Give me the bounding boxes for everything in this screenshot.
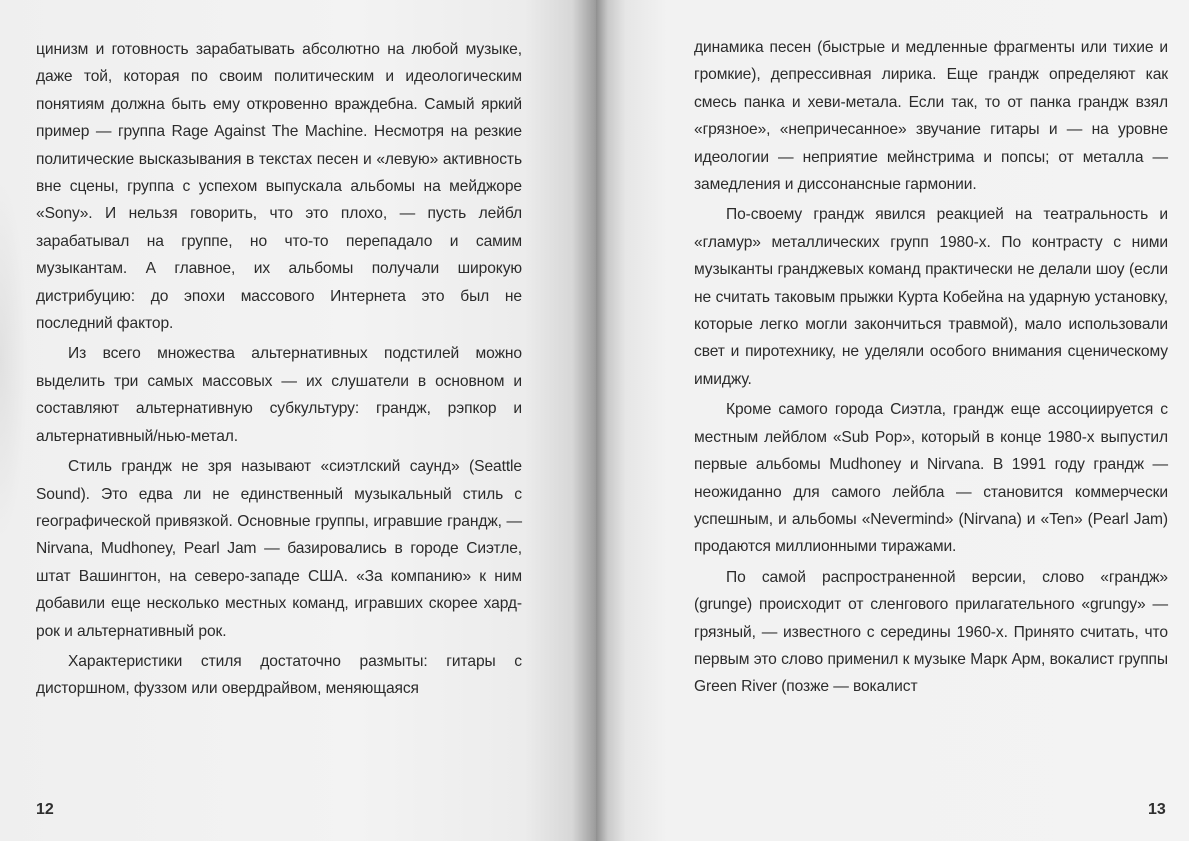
paragraph: Из всего множества альтернативных подстилей можно выделить три самых массовых — их слушатели в основном и составляют альтернативную субкультуру: грандж, рэпкор и альтернативный/нью-метал. (36, 345, 522, 445)
paragraph: Характеристики стиля достаточно размыты: гитары с дисторшном, фуззом или овердрайвом, меняющаяся (36, 652, 522, 698)
right-page (596, 0, 1189, 841)
page-stain (0, 180, 28, 540)
paragraph: цинизм и готовность зарабатывать абсолютно на любой музыке, даже той, которая по своим политическим и идеологическим понятиям должна быть ему откровенно враждебна. Самый яркий пример — группа Rage Against The Machine. Несмотря на резкие политические высказывания в текстах песен и «левую» активность вне сцены, группа с успехом выпускала альбомы на мейджоре «Sony». И нельзя говорить, что это плохо, — пусть лейбл зарабатывал на группе, но что-то перепадало и самим музыкантам. А главное, их альбомы получали широкую дистрибуцию: до эпохи массового Интернета это был не последний фактор. (36, 41, 522, 333)
paragraph: динамика песен (быстрые и медленные фрагменты или тихие и громкие), депрессивная лирика. Еще грандж определяют как смесь панка и хеви-метала. Если так, то от панка грандж взял «грязное», «непричесанное» звучание гитары и — на уровне идеологии — неприятие мейнстрима и попсы; от металла — замедления и диссонансные гармонии. (694, 39, 1168, 194)
paragraph: Кроме самого города Сиэтла, грандж еще ассоциируется с местным лейблом «Sub Pop», который в конце 1980-х выпустил первые альбомы Mudhoney и Nirvana. В 1991 году грандж — неожиданно для самого лейбла — становится коммерчески успешным, и альбомы «Nevermind» (Nirvana) и «Ten» (Pearl Jam) продаются миллионными тиражами. (694, 401, 1168, 556)
page-number: 12 (36, 801, 54, 818)
page-number: 13 (1148, 801, 1166, 818)
paragraph: Стиль грандж не зря называют «сиэтлский саунд» (Seattle Sound). Это едва ли не единственный музыкальный стиль с географической привязкой. Основные группы, игравшие грандж, — Nirvana, Mudhoney, Pearl Jam — базировались в городе Сиэтле, штат Вашингтон, на северо-западе США. «За компанию» к ним добавили еще несколько местных команд, игравших скорее хард-рок и альтернативный рок. (36, 458, 522, 640)
paragraph: По самой распространенной версии, слово «грандж» (grunge) происходит от сленгового прилагательного «grungy» — грязный, — известного с середины 1960-х. Принято считать, что первым это слово применил к музыке Марк Арм, вокалист группы Green River (позже — вокалист (694, 568, 1168, 696)
right-page-text (694, 34, 1168, 701)
left-page-text (36, 36, 522, 703)
paragraph: По-своему грандж явился реакцией на театральность и «гламур» металлических групп 1980-х. По контрасту с ними музыканты гранджевых команд практически не делали шоу (если не считать таковым прыжки Курта Кобейна на ударную установку, которые легко могли закончиться травмой), мало использовали свет и пиротехнику, не уделяли особого внимания сценическому имиджу. (694, 206, 1168, 388)
